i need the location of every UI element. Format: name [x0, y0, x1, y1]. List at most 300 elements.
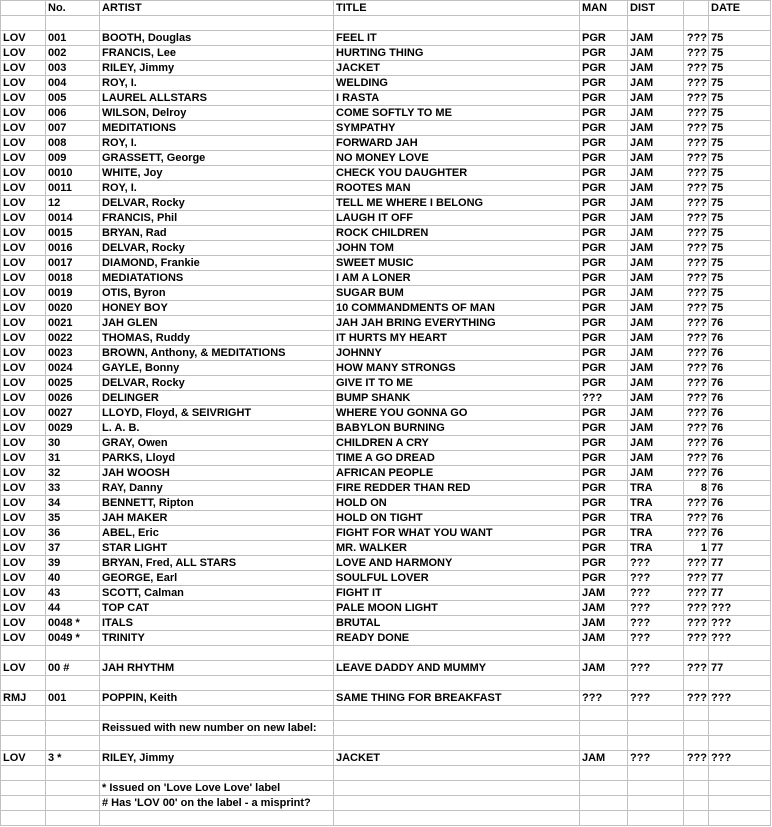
dist-cell[interactable]: JAM — [628, 346, 684, 361]
dist-cell[interactable] — [628, 721, 684, 736]
man-cell[interactable]: PGR — [580, 376, 628, 391]
title-cell[interactable]: JACKET — [334, 751, 580, 766]
extra-cell[interactable] — [684, 796, 709, 811]
date-cell[interactable] — [709, 796, 771, 811]
extra-cell[interactable]: 1 — [684, 541, 709, 556]
title-cell[interactable]: 10 COMMANDMENTS OF MAN — [334, 301, 580, 316]
header-no[interactable]: No. — [46, 1, 100, 16]
dist-cell[interactable]: JAM — [628, 181, 684, 196]
artist-cell[interactable]: POPPIN, Keith — [100, 691, 334, 706]
dist-cell[interactable]: TRA — [628, 541, 684, 556]
label-cell[interactable]: LOV — [1, 301, 46, 316]
label-cell[interactable] — [1, 811, 46, 826]
artist-cell[interactable]: L. A. B. — [100, 421, 334, 436]
label-cell[interactable]: LOV — [1, 46, 46, 61]
extra-cell[interactable]: 8 — [684, 481, 709, 496]
dist-cell[interactable]: JAM — [628, 136, 684, 151]
extra-cell[interactable]: ??? — [684, 151, 709, 166]
title-cell[interactable]: HOLD ON — [334, 496, 580, 511]
extra-cell[interactable] — [684, 706, 709, 721]
no-cell[interactable] — [46, 736, 100, 751]
title-cell[interactable]: HURTING THING — [334, 46, 580, 61]
extra-cell[interactable] — [684, 736, 709, 751]
label-cell[interactable] — [1, 796, 46, 811]
date-cell[interactable]: ??? — [709, 601, 771, 616]
man-cell[interactable]: PGR — [580, 151, 628, 166]
label-cell[interactable]: LOV — [1, 556, 46, 571]
dist-cell[interactable]: TRA — [628, 481, 684, 496]
man-cell[interactable]: PGR — [580, 46, 628, 61]
title-cell[interactable] — [334, 676, 580, 691]
dist-cell[interactable]: JAM — [628, 376, 684, 391]
man-cell[interactable] — [580, 721, 628, 736]
header-label[interactable] — [1, 1, 46, 16]
title-cell[interactable]: SWEET MUSIC — [334, 256, 580, 271]
artist-cell[interactable]: MEDITATIONS — [100, 121, 334, 136]
title-cell[interactable]: SYMPATHY — [334, 121, 580, 136]
date-cell[interactable]: 76 — [709, 526, 771, 541]
dist-cell[interactable]: ??? — [628, 751, 684, 766]
date-cell[interactable]: 75 — [709, 226, 771, 241]
title-cell[interactable]: MR. WALKER — [334, 541, 580, 556]
label-cell[interactable]: LOV — [1, 616, 46, 631]
artist-cell[interactable]: OTIS, Byron — [100, 286, 334, 301]
dist-cell[interactable]: TRA — [628, 496, 684, 511]
date-cell[interactable] — [709, 781, 771, 796]
date-cell[interactable]: 75 — [709, 241, 771, 256]
dist-cell[interactable]: JAM — [628, 466, 684, 481]
artist-cell[interactable]: TOP CAT — [100, 601, 334, 616]
title-cell[interactable] — [334, 16, 580, 31]
extra-cell[interactable]: ??? — [684, 661, 709, 676]
dist-cell[interactable]: JAM — [628, 196, 684, 211]
title-cell[interactable]: BABYLON BURNING — [334, 421, 580, 436]
man-cell[interactable]: JAM — [580, 601, 628, 616]
date-cell[interactable]: 77 — [709, 586, 771, 601]
title-cell[interactable]: TIME A GO DREAD — [334, 451, 580, 466]
artist-cell[interactable]: WHITE, Joy — [100, 166, 334, 181]
man-cell[interactable]: ??? — [580, 391, 628, 406]
artist-cell[interactable]: JAH MAKER — [100, 511, 334, 526]
extra-cell[interactable] — [684, 646, 709, 661]
header-artist[interactable]: ARTIST — [100, 1, 334, 16]
title-cell[interactable]: ROOTES MAN — [334, 181, 580, 196]
extra-cell[interactable]: ??? — [684, 466, 709, 481]
title-cell[interactable]: JOHNNY — [334, 346, 580, 361]
extra-cell[interactable]: ??? — [684, 61, 709, 76]
dist-cell[interactable] — [628, 811, 684, 826]
header-man[interactable]: MAN — [580, 1, 628, 16]
no-cell[interactable]: 0025 — [46, 376, 100, 391]
extra-cell[interactable] — [684, 811, 709, 826]
artist-cell[interactable]: SCOTT, Calman — [100, 586, 334, 601]
title-cell[interactable]: JAH JAH BRING EVERYTHING — [334, 316, 580, 331]
man-cell[interactable]: PGR — [580, 556, 628, 571]
extra-cell[interactable]: ??? — [684, 211, 709, 226]
no-cell[interactable]: 001 — [46, 31, 100, 46]
no-cell[interactable]: 0019 — [46, 286, 100, 301]
label-cell[interactable]: LOV — [1, 496, 46, 511]
man-cell[interactable]: JAM — [580, 616, 628, 631]
man-cell[interactable]: PGR — [580, 31, 628, 46]
no-cell[interactable]: 0014 — [46, 211, 100, 226]
man-cell[interactable]: PGR — [580, 571, 628, 586]
man-cell[interactable] — [580, 781, 628, 796]
dist-cell[interactable]: ??? — [628, 571, 684, 586]
date-cell[interactable] — [709, 766, 771, 781]
dist-cell[interactable] — [628, 646, 684, 661]
date-cell[interactable]: 75 — [709, 76, 771, 91]
date-cell[interactable]: 76 — [709, 496, 771, 511]
label-cell[interactable]: LOV — [1, 511, 46, 526]
date-cell[interactable]: 77 — [709, 541, 771, 556]
no-cell[interactable]: 0048 * — [46, 616, 100, 631]
date-cell[interactable]: ??? — [709, 751, 771, 766]
no-cell[interactable]: 007 — [46, 121, 100, 136]
label-cell[interactable]: LOV — [1, 526, 46, 541]
dist-cell[interactable]: JAM — [628, 121, 684, 136]
man-cell[interactable]: PGR — [580, 541, 628, 556]
label-cell[interactable]: LOV — [1, 406, 46, 421]
extra-cell[interactable] — [684, 766, 709, 781]
artist-cell[interactable]: GRAY, Owen — [100, 436, 334, 451]
no-cell[interactable]: 003 — [46, 61, 100, 76]
label-cell[interactable]: LOV — [1, 106, 46, 121]
extra-cell[interactable]: ??? — [684, 376, 709, 391]
label-cell[interactable]: LOV — [1, 631, 46, 646]
man-cell[interactable] — [580, 811, 628, 826]
label-cell[interactable]: LOV — [1, 61, 46, 76]
no-cell[interactable]: 0016 — [46, 241, 100, 256]
extra-cell[interactable]: ??? — [684, 256, 709, 271]
no-cell[interactable] — [46, 766, 100, 781]
label-cell[interactable]: LOV — [1, 661, 46, 676]
dist-cell[interactable] — [628, 796, 684, 811]
man-cell[interactable]: PGR — [580, 166, 628, 181]
title-cell[interactable]: PALE MOON LIGHT — [334, 601, 580, 616]
artist-cell[interactable] — [100, 811, 334, 826]
artist-cell[interactable]: ROY, I. — [100, 76, 334, 91]
no-cell[interactable]: 009 — [46, 151, 100, 166]
title-cell[interactable]: I RASTA — [334, 91, 580, 106]
title-cell[interactable]: BRUTAL — [334, 616, 580, 631]
dist-cell[interactable]: TRA — [628, 511, 684, 526]
title-cell[interactable]: NO MONEY LOVE — [334, 151, 580, 166]
artist-cell[interactable]: STAR LIGHT — [100, 541, 334, 556]
extra-cell[interactable]: ??? — [684, 496, 709, 511]
no-cell[interactable]: 39 — [46, 556, 100, 571]
man-cell[interactable]: PGR — [580, 136, 628, 151]
label-cell[interactable]: LOV — [1, 286, 46, 301]
dist-cell[interactable]: JAM — [628, 331, 684, 346]
dist-cell[interactable]: JAM — [628, 151, 684, 166]
man-cell[interactable]: PGR — [580, 481, 628, 496]
extra-cell[interactable]: ??? — [684, 346, 709, 361]
man-cell[interactable]: PGR — [580, 226, 628, 241]
man-cell[interactable] — [580, 766, 628, 781]
dist-cell[interactable] — [628, 706, 684, 721]
dist-cell[interactable] — [628, 16, 684, 31]
no-cell[interactable]: 0029 — [46, 421, 100, 436]
artist-cell[interactable]: WILSON, Delroy — [100, 106, 334, 121]
dist-cell[interactable]: JAM — [628, 106, 684, 121]
dist-cell[interactable]: JAM — [628, 286, 684, 301]
no-cell[interactable]: 0017 — [46, 256, 100, 271]
date-cell[interactable] — [709, 676, 771, 691]
date-cell[interactable]: 77 — [709, 571, 771, 586]
no-cell[interactable]: 33 — [46, 481, 100, 496]
label-cell[interactable]: LOV — [1, 271, 46, 286]
artist-cell[interactable]: FRANCIS, Phil — [100, 211, 334, 226]
dist-cell[interactable]: JAM — [628, 166, 684, 181]
man-cell[interactable]: PGR — [580, 451, 628, 466]
artist-cell[interactable]: RAY, Danny — [100, 481, 334, 496]
date-cell[interactable]: 77 — [709, 661, 771, 676]
extra-cell[interactable]: ??? — [684, 46, 709, 61]
extra-cell[interactable]: ??? — [684, 421, 709, 436]
dist-cell[interactable]: JAM — [628, 211, 684, 226]
man-cell[interactable]: ??? — [580, 691, 628, 706]
label-cell[interactable]: LOV — [1, 586, 46, 601]
date-cell[interactable]: 76 — [709, 421, 771, 436]
dist-cell[interactable]: ??? — [628, 601, 684, 616]
man-cell[interactable]: JAM — [580, 661, 628, 676]
dist-cell[interactable]: JAM — [628, 76, 684, 91]
man-cell[interactable]: PGR — [580, 256, 628, 271]
man-cell[interactable]: PGR — [580, 121, 628, 136]
artist-cell[interactable]: LLOYD, Floyd, & SEIVRIGHT — [100, 406, 334, 421]
no-cell[interactable]: 006 — [46, 106, 100, 121]
title-cell[interactable]: I AM A LONER — [334, 271, 580, 286]
artist-cell[interactable]: DELVAR, Rocky — [100, 196, 334, 211]
date-cell[interactable]: 76 — [709, 331, 771, 346]
dist-cell[interactable]: JAM — [628, 316, 684, 331]
title-cell[interactable]: CHECK YOU DAUGHTER — [334, 166, 580, 181]
no-cell[interactable]: 0018 — [46, 271, 100, 286]
artist-cell[interactable]: GEORGE, Earl — [100, 571, 334, 586]
man-cell[interactable]: PGR — [580, 436, 628, 451]
no-cell[interactable] — [46, 676, 100, 691]
man-cell[interactable]: PGR — [580, 346, 628, 361]
man-cell[interactable]: PGR — [580, 316, 628, 331]
date-cell[interactable]: 76 — [709, 466, 771, 481]
man-cell[interactable]: PGR — [580, 181, 628, 196]
no-cell[interactable]: 0027 — [46, 406, 100, 421]
extra-cell[interactable]: ??? — [684, 691, 709, 706]
extra-cell[interactable] — [684, 721, 709, 736]
label-cell[interactable]: LOV — [1, 316, 46, 331]
extra-cell[interactable]: ??? — [684, 136, 709, 151]
header-date[interactable]: DATE — [709, 1, 771, 16]
date-cell[interactable]: 75 — [709, 166, 771, 181]
artist-cell[interactable]: DELVAR, Rocky — [100, 376, 334, 391]
date-cell[interactable]: 75 — [709, 136, 771, 151]
artist-cell[interactable]: RILEY, Jimmy — [100, 61, 334, 76]
artist-cell[interactable] — [100, 766, 334, 781]
artist-cell[interactable]: PARKS, Lloyd — [100, 451, 334, 466]
date-cell[interactable] — [709, 811, 771, 826]
artist-cell[interactable]: HONEY BOY — [100, 301, 334, 316]
man-cell[interactable]: PGR — [580, 286, 628, 301]
artist-cell[interactable]: BROWN, Anthony, & MEDITATIONS — [100, 346, 334, 361]
artist-cell[interactable] — [100, 646, 334, 661]
title-cell[interactable]: TELL ME WHERE I BELONG — [334, 196, 580, 211]
artist-cell[interactable]: DELVAR, Rocky — [100, 241, 334, 256]
man-cell[interactable]: PGR — [580, 91, 628, 106]
artist-cell[interactable]: GAYLE, Bonny — [100, 361, 334, 376]
extra-cell[interactable]: ??? — [684, 616, 709, 631]
label-cell[interactable]: LOV — [1, 481, 46, 496]
artist-cell[interactable]: TRINITY — [100, 631, 334, 646]
extra-cell[interactable] — [684, 676, 709, 691]
dist-cell[interactable] — [628, 676, 684, 691]
label-cell[interactable] — [1, 676, 46, 691]
man-cell[interactable]: PGR — [580, 421, 628, 436]
no-cell[interactable]: 004 — [46, 76, 100, 91]
date-cell[interactable]: 75 — [709, 151, 771, 166]
artist-cell[interactable]: JAH RHYTHM — [100, 661, 334, 676]
title-cell[interactable]: SOULFUL LOVER — [334, 571, 580, 586]
label-cell[interactable]: RMJ — [1, 691, 46, 706]
dist-cell[interactable]: JAM — [628, 226, 684, 241]
no-cell[interactable]: 44 — [46, 601, 100, 616]
no-cell[interactable]: 0010 — [46, 166, 100, 181]
title-cell[interactable] — [334, 721, 580, 736]
no-cell[interactable]: 0049 * — [46, 631, 100, 646]
date-cell[interactable]: 75 — [709, 256, 771, 271]
label-cell[interactable]: LOV — [1, 241, 46, 256]
label-cell[interactable]: LOV — [1, 376, 46, 391]
title-cell[interactable] — [334, 736, 580, 751]
label-cell[interactable]: LOV — [1, 541, 46, 556]
label-cell[interactable]: LOV — [1, 331, 46, 346]
extra-cell[interactable]: ??? — [684, 331, 709, 346]
man-cell[interactable] — [580, 676, 628, 691]
date-cell[interactable]: 75 — [709, 286, 771, 301]
extra-cell[interactable]: ??? — [684, 181, 709, 196]
date-cell[interactable]: 77 — [709, 556, 771, 571]
man-cell[interactable]: PGR — [580, 196, 628, 211]
label-cell[interactable]: LOV — [1, 751, 46, 766]
title-cell[interactable]: WHERE YOU GONNA GO — [334, 406, 580, 421]
no-cell[interactable]: 31 — [46, 451, 100, 466]
dist-cell[interactable]: ??? — [628, 661, 684, 676]
extra-cell[interactable]: ??? — [684, 751, 709, 766]
artist-cell[interactable]: FRANCIS, Lee — [100, 46, 334, 61]
title-cell[interactable]: LEAVE DADDY AND MUMMY — [334, 661, 580, 676]
label-cell[interactable] — [1, 706, 46, 721]
no-cell[interactable]: 30 — [46, 436, 100, 451]
title-cell[interactable]: HOLD ON TIGHT — [334, 511, 580, 526]
man-cell[interactable]: PGR — [580, 406, 628, 421]
extra-cell[interactable]: ??? — [684, 301, 709, 316]
no-cell[interactable] — [46, 16, 100, 31]
man-cell[interactable]: PGR — [580, 511, 628, 526]
header-dist[interactable]: DIST — [628, 1, 684, 16]
man-cell[interactable]: PGR — [580, 526, 628, 541]
title-cell[interactable]: JACKET — [334, 61, 580, 76]
label-cell[interactable]: LOV — [1, 571, 46, 586]
title-cell[interactable]: COME SOFTLY TO ME — [334, 106, 580, 121]
date-cell[interactable]: 75 — [709, 121, 771, 136]
man-cell[interactable]: PGR — [580, 331, 628, 346]
extra-cell[interactable]: ??? — [684, 196, 709, 211]
dist-cell[interactable]: JAM — [628, 406, 684, 421]
dist-cell[interactable]: JAM — [628, 91, 684, 106]
label-cell[interactable]: LOV — [1, 601, 46, 616]
man-cell[interactable]: JAM — [580, 631, 628, 646]
date-cell[interactable]: 75 — [709, 46, 771, 61]
no-cell[interactable] — [46, 811, 100, 826]
artist-cell[interactable]: BRYAN, Fred, ALL STARS — [100, 556, 334, 571]
extra-cell[interactable]: ??? — [684, 271, 709, 286]
label-cell[interactable] — [1, 16, 46, 31]
title-cell[interactable]: SAME THING FOR BREAKFAST — [334, 691, 580, 706]
date-cell[interactable]: 76 — [709, 391, 771, 406]
dist-cell[interactable]: ??? — [628, 586, 684, 601]
man-cell[interactable] — [580, 16, 628, 31]
artist-cell[interactable] — [100, 706, 334, 721]
extra-cell[interactable]: ??? — [684, 166, 709, 181]
date-cell[interactable]: 76 — [709, 406, 771, 421]
date-cell[interactable]: 75 — [709, 196, 771, 211]
title-cell[interactable]: ROCK CHILDREN — [334, 226, 580, 241]
title-cell[interactable]: LOVE AND HARMONY — [334, 556, 580, 571]
date-cell[interactable]: 75 — [709, 211, 771, 226]
no-cell[interactable]: 008 — [46, 136, 100, 151]
date-cell[interactable] — [709, 736, 771, 751]
dist-cell[interactable]: JAM — [628, 271, 684, 286]
artist-cell[interactable] — [100, 736, 334, 751]
artist-cell[interactable]: ROY, I. — [100, 181, 334, 196]
title-cell[interactable]: READY DONE — [334, 631, 580, 646]
dist-cell[interactable]: JAM — [628, 301, 684, 316]
artist-cell[interactable]: * Issued on 'Love Love Love' label — [100, 781, 334, 796]
label-cell[interactable]: LOV — [1, 76, 46, 91]
no-cell[interactable]: 3 * — [46, 751, 100, 766]
date-cell[interactable]: 76 — [709, 316, 771, 331]
dist-cell[interactable]: JAM — [628, 436, 684, 451]
label-cell[interactable]: LOV — [1, 166, 46, 181]
date-cell[interactable]: 75 — [709, 301, 771, 316]
artist-cell[interactable]: BOOTH, Douglas — [100, 31, 334, 46]
label-cell[interactable]: LOV — [1, 466, 46, 481]
dist-cell[interactable]: ??? — [628, 556, 684, 571]
dist-cell[interactable]: JAM — [628, 361, 684, 376]
header-title[interactable]: TITLE — [334, 1, 580, 16]
man-cell[interactable]: PGR — [580, 466, 628, 481]
title-cell[interactable]: FIRE REDDER THAN RED — [334, 481, 580, 496]
dist-cell[interactable]: ??? — [628, 616, 684, 631]
no-cell[interactable] — [46, 646, 100, 661]
extra-cell[interactable]: ??? — [684, 226, 709, 241]
man-cell[interactable]: PGR — [580, 301, 628, 316]
extra-cell[interactable]: ??? — [684, 121, 709, 136]
artist-cell[interactable]: ROY, I. — [100, 136, 334, 151]
title-cell[interactable]: FEEL IT — [334, 31, 580, 46]
title-cell[interactable]: LAUGH IT OFF — [334, 211, 580, 226]
artist-cell[interactable]: Reissued with new number on new label: — [100, 721, 334, 736]
label-cell[interactable]: LOV — [1, 31, 46, 46]
no-cell[interactable] — [46, 706, 100, 721]
title-cell[interactable]: HOW MANY STRONGS — [334, 361, 580, 376]
artist-cell[interactable]: RILEY, Jimmy — [100, 751, 334, 766]
date-cell[interactable]: 76 — [709, 481, 771, 496]
extra-cell[interactable]: ??? — [684, 391, 709, 406]
artist-cell[interactable]: GRASSETT, George — [100, 151, 334, 166]
label-cell[interactable]: LOV — [1, 361, 46, 376]
label-cell[interactable] — [1, 721, 46, 736]
